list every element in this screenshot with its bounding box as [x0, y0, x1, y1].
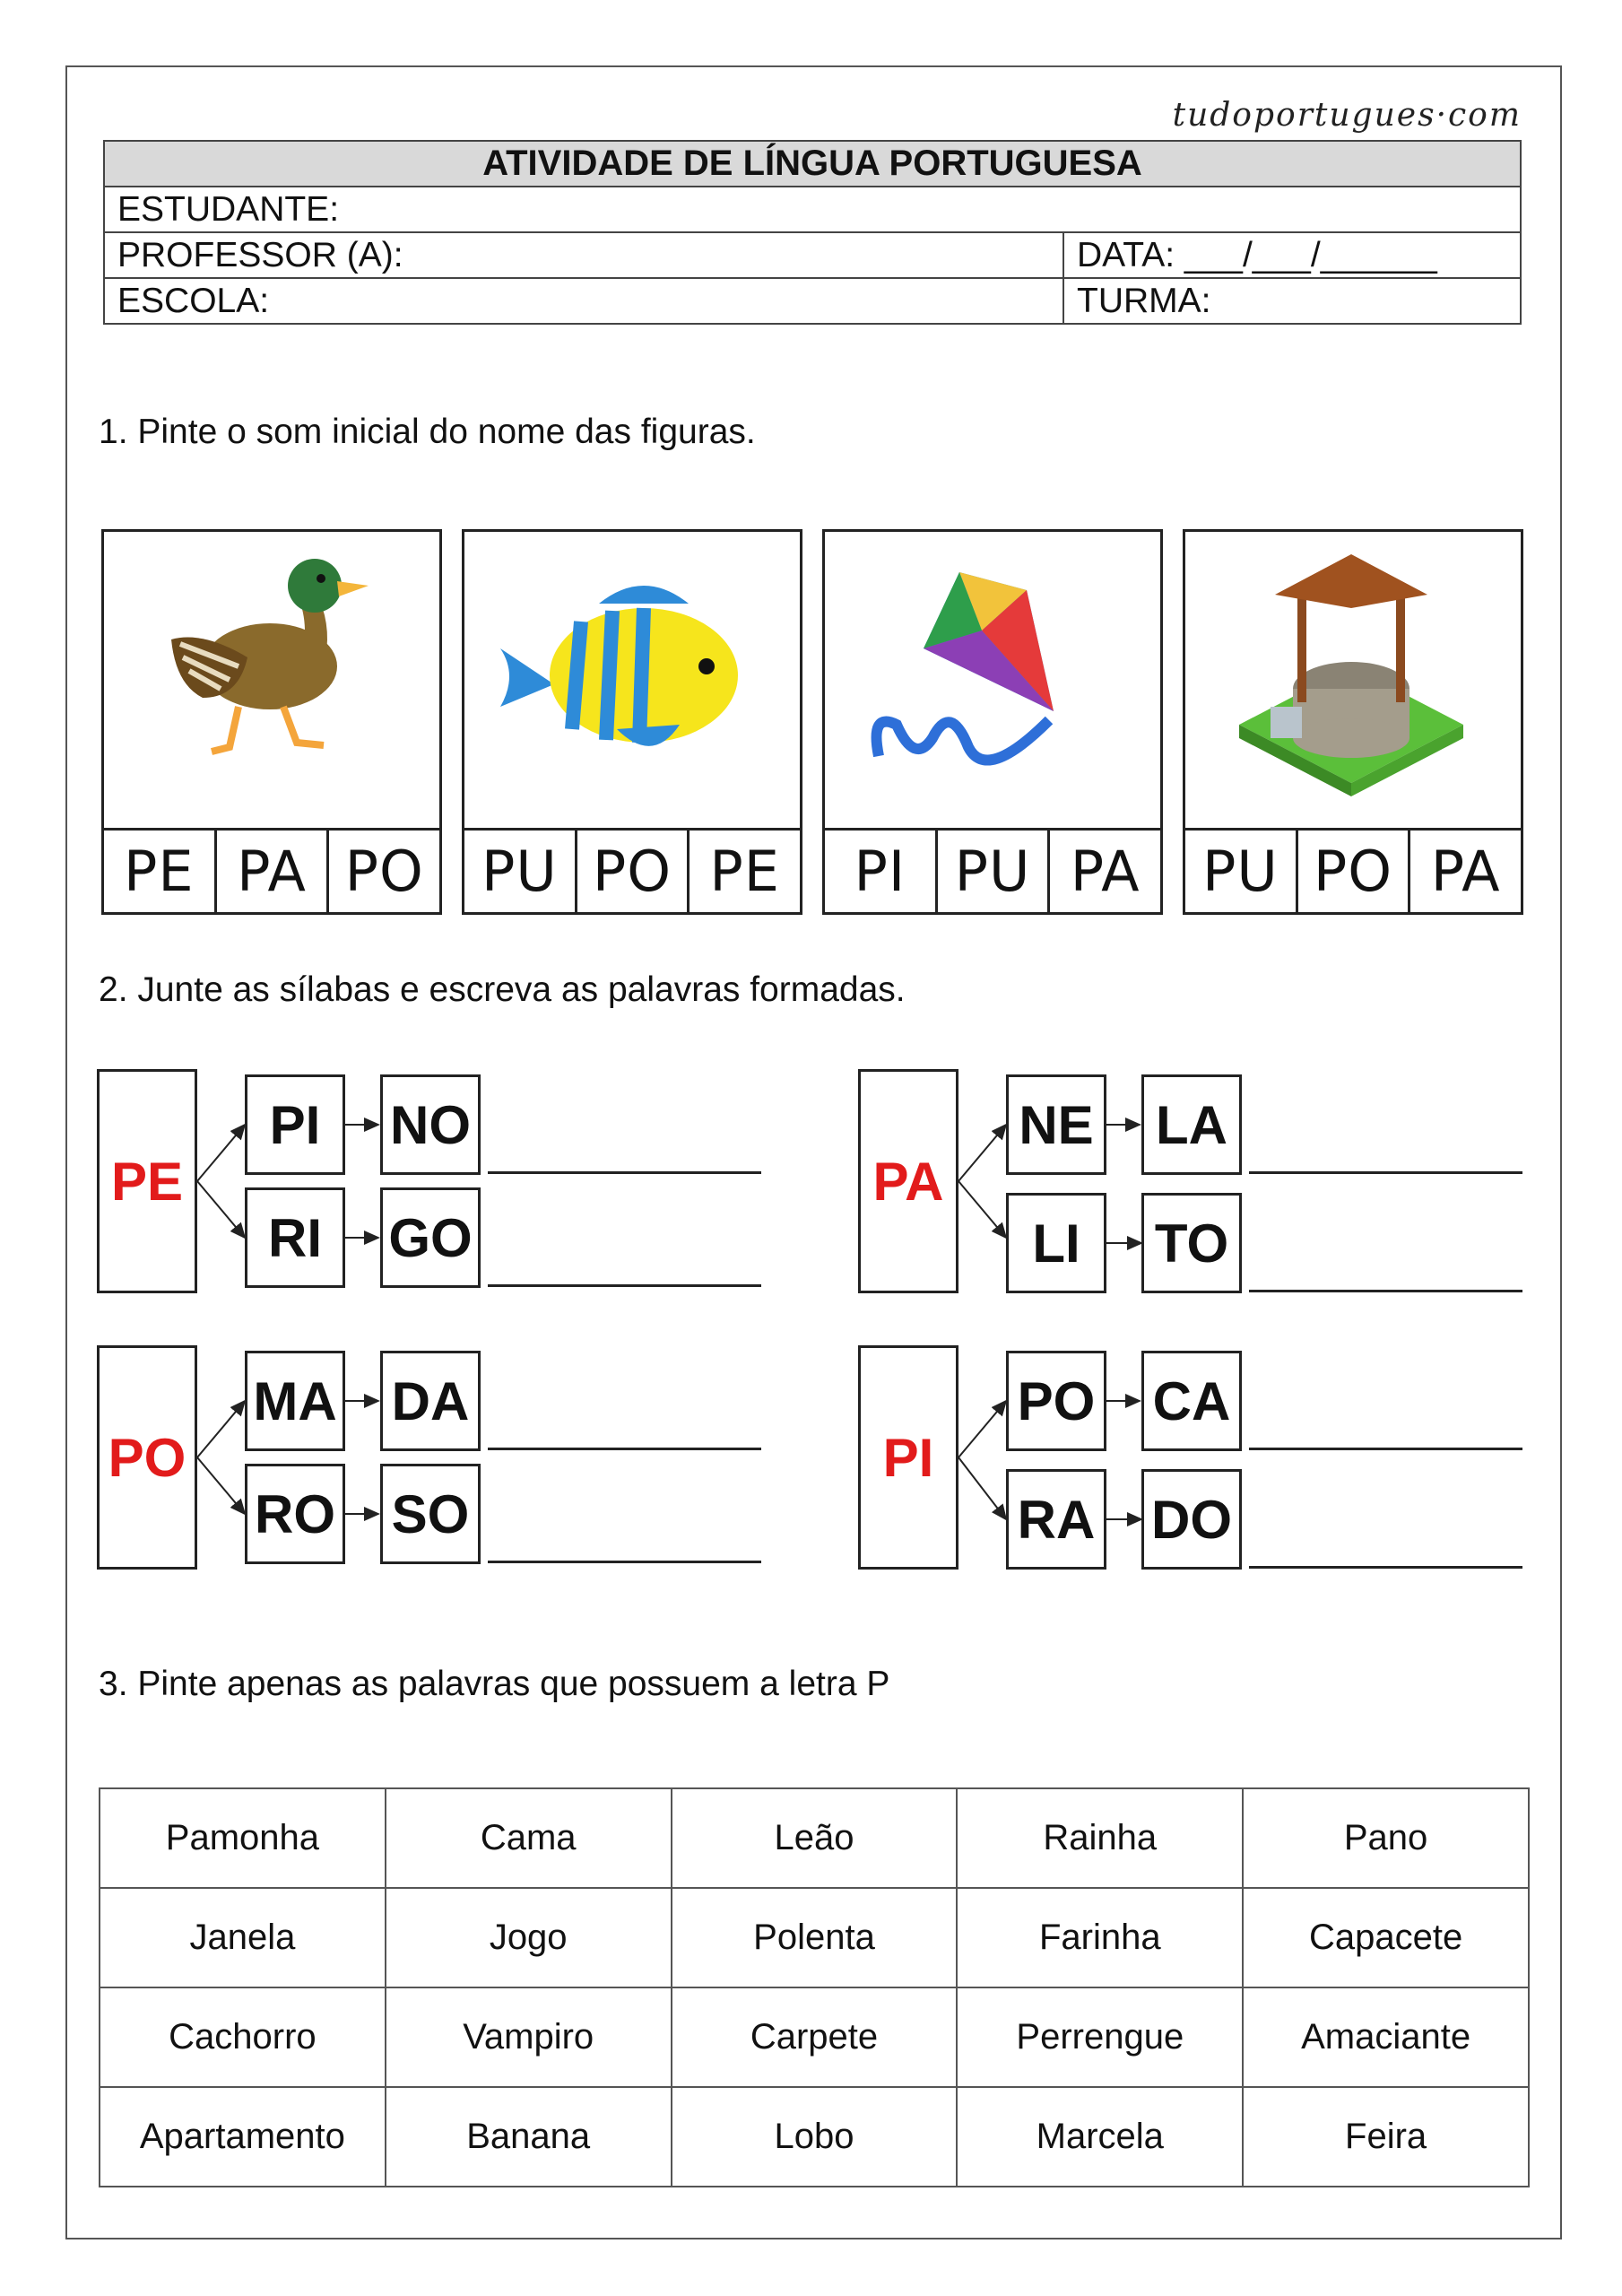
word-cell[interactable]: Cama	[386, 1788, 672, 1888]
syllable-box: RA	[1006, 1469, 1106, 1570]
picture-card	[822, 529, 1163, 915]
question-1: 1. Pinte o som inicial do nome das figuras.	[99, 413, 756, 451]
word-cell[interactable]: Pano	[1243, 1788, 1529, 1888]
student-field[interactable]: ESTUDANTE:	[104, 187, 1521, 232]
question-2: 2. Junte as sílabas e escreva as palavras formadas.	[99, 970, 906, 1009]
syllable-box: MA	[245, 1351, 345, 1451]
word-cell[interactable]: Janela	[100, 1888, 386, 1987]
syllable-option[interactable]: PO	[1298, 831, 1411, 912]
syllable-box: CA	[1141, 1351, 1242, 1451]
answer-line[interactable]	[488, 1284, 761, 1287]
syllable-option[interactable]: PO	[577, 831, 690, 912]
teacher-field[interactable]: PROFESSOR (A):	[104, 232, 1063, 278]
school-field[interactable]: ESCOLA:	[104, 278, 1063, 324]
answer-line[interactable]	[1249, 1566, 1522, 1569]
word-cell[interactable]: Farinha	[957, 1888, 1243, 1987]
syllable-option[interactable]: PU	[464, 831, 577, 912]
syllable-box: DA	[380, 1351, 481, 1451]
word-cell[interactable]: Feira	[1243, 2087, 1529, 2187]
word-cell[interactable]: Perrengue	[957, 1987, 1243, 2087]
duck-picture	[104, 532, 439, 831]
syllable-option[interactable]: PO	[344, 839, 424, 904]
fish-picture	[464, 532, 800, 831]
syllable-box: TO	[1141, 1193, 1242, 1293]
syllable-box: LI	[1006, 1193, 1106, 1293]
syllable-option[interactable]: PI	[825, 831, 938, 912]
head-syllable: PA	[858, 1069, 958, 1293]
syllable-box: PI	[245, 1074, 345, 1175]
word-cell[interactable]: Banana	[386, 2087, 672, 2187]
syllable-group	[97, 1345, 832, 1578]
answer-line[interactable]	[1249, 1290, 1522, 1292]
syllable-option[interactable]: PA	[217, 831, 330, 912]
syllable-box: LA	[1141, 1074, 1242, 1175]
picture-card	[101, 529, 442, 915]
syllable-box: NE	[1006, 1074, 1106, 1175]
head-syllable: PE	[97, 1069, 197, 1293]
answer-line[interactable]	[1249, 1171, 1522, 1174]
syllable-box: RO	[245, 1464, 345, 1564]
picture-card	[462, 529, 802, 915]
class-field[interactable]: TURMA:	[1063, 278, 1521, 324]
answer-line[interactable]	[488, 1561, 761, 1563]
answer-line[interactable]	[488, 1171, 761, 1174]
word-cell[interactable]: Lobo	[672, 2087, 958, 2187]
word-table	[99, 1787, 1530, 2187]
syllable-box: PO	[1006, 1351, 1106, 1451]
syllable-box: NO	[380, 1074, 481, 1175]
syllable-option[interactable]: PA	[1430, 839, 1501, 904]
word-cell[interactable]: Leão	[672, 1788, 958, 1888]
date-field[interactable]: DATA: ___/___/______	[1063, 232, 1521, 278]
answer-line[interactable]	[488, 1448, 761, 1450]
syllable-box: SO	[380, 1464, 481, 1564]
word-cell[interactable]: Cachorro	[100, 1987, 386, 2087]
syllable-box: DO	[1141, 1469, 1242, 1570]
word-cell[interactable]: Polenta	[672, 1888, 958, 1987]
syllable-box: RI	[245, 1187, 345, 1288]
word-cell[interactable]: Vampiro	[386, 1987, 672, 2087]
word-cell[interactable]: Pamonha	[100, 1788, 386, 1888]
site-watermark: tudoportugues·com	[1172, 97, 1522, 134]
word-cell[interactable]: Carpete	[672, 1987, 958, 2087]
answer-line[interactable]	[1249, 1448, 1522, 1450]
syllable-option[interactable]: PA	[1070, 839, 1141, 904]
syllable-group	[858, 1345, 1593, 1578]
syllable-option[interactable]: PU	[938, 831, 1051, 912]
syllable-option[interactable]: PE	[709, 839, 780, 904]
word-cell[interactable]: Rainha	[957, 1788, 1243, 1888]
syllable-group	[858, 1069, 1593, 1302]
syllable-option[interactable]: PE	[104, 831, 217, 912]
word-cell[interactable]: Jogo	[386, 1888, 672, 1987]
kite-picture	[825, 532, 1160, 831]
well-picture	[1185, 532, 1521, 831]
head-syllable: PI	[858, 1345, 958, 1570]
word-cell[interactable]: Amaciante	[1243, 1987, 1529, 2087]
worksheet-title: ATIVIDADE DE LÍNGUA PORTUGUESA	[104, 141, 1521, 187]
word-cell[interactable]: Marcela	[957, 2087, 1243, 2187]
head-syllable: PO	[97, 1345, 197, 1570]
syllable-option[interactable]: PU	[1185, 831, 1298, 912]
picture-card	[1183, 529, 1523, 915]
word-cell[interactable]: Capacete	[1243, 1888, 1529, 1987]
header-table	[103, 140, 1522, 325]
syllable-box: GO	[380, 1187, 481, 1288]
question-3: 3. Pinte apenas as palavras que possuem a letra P	[99, 1665, 890, 1703]
syllable-group	[97, 1069, 832, 1302]
word-cell[interactable]: Apartamento	[100, 2087, 386, 2187]
